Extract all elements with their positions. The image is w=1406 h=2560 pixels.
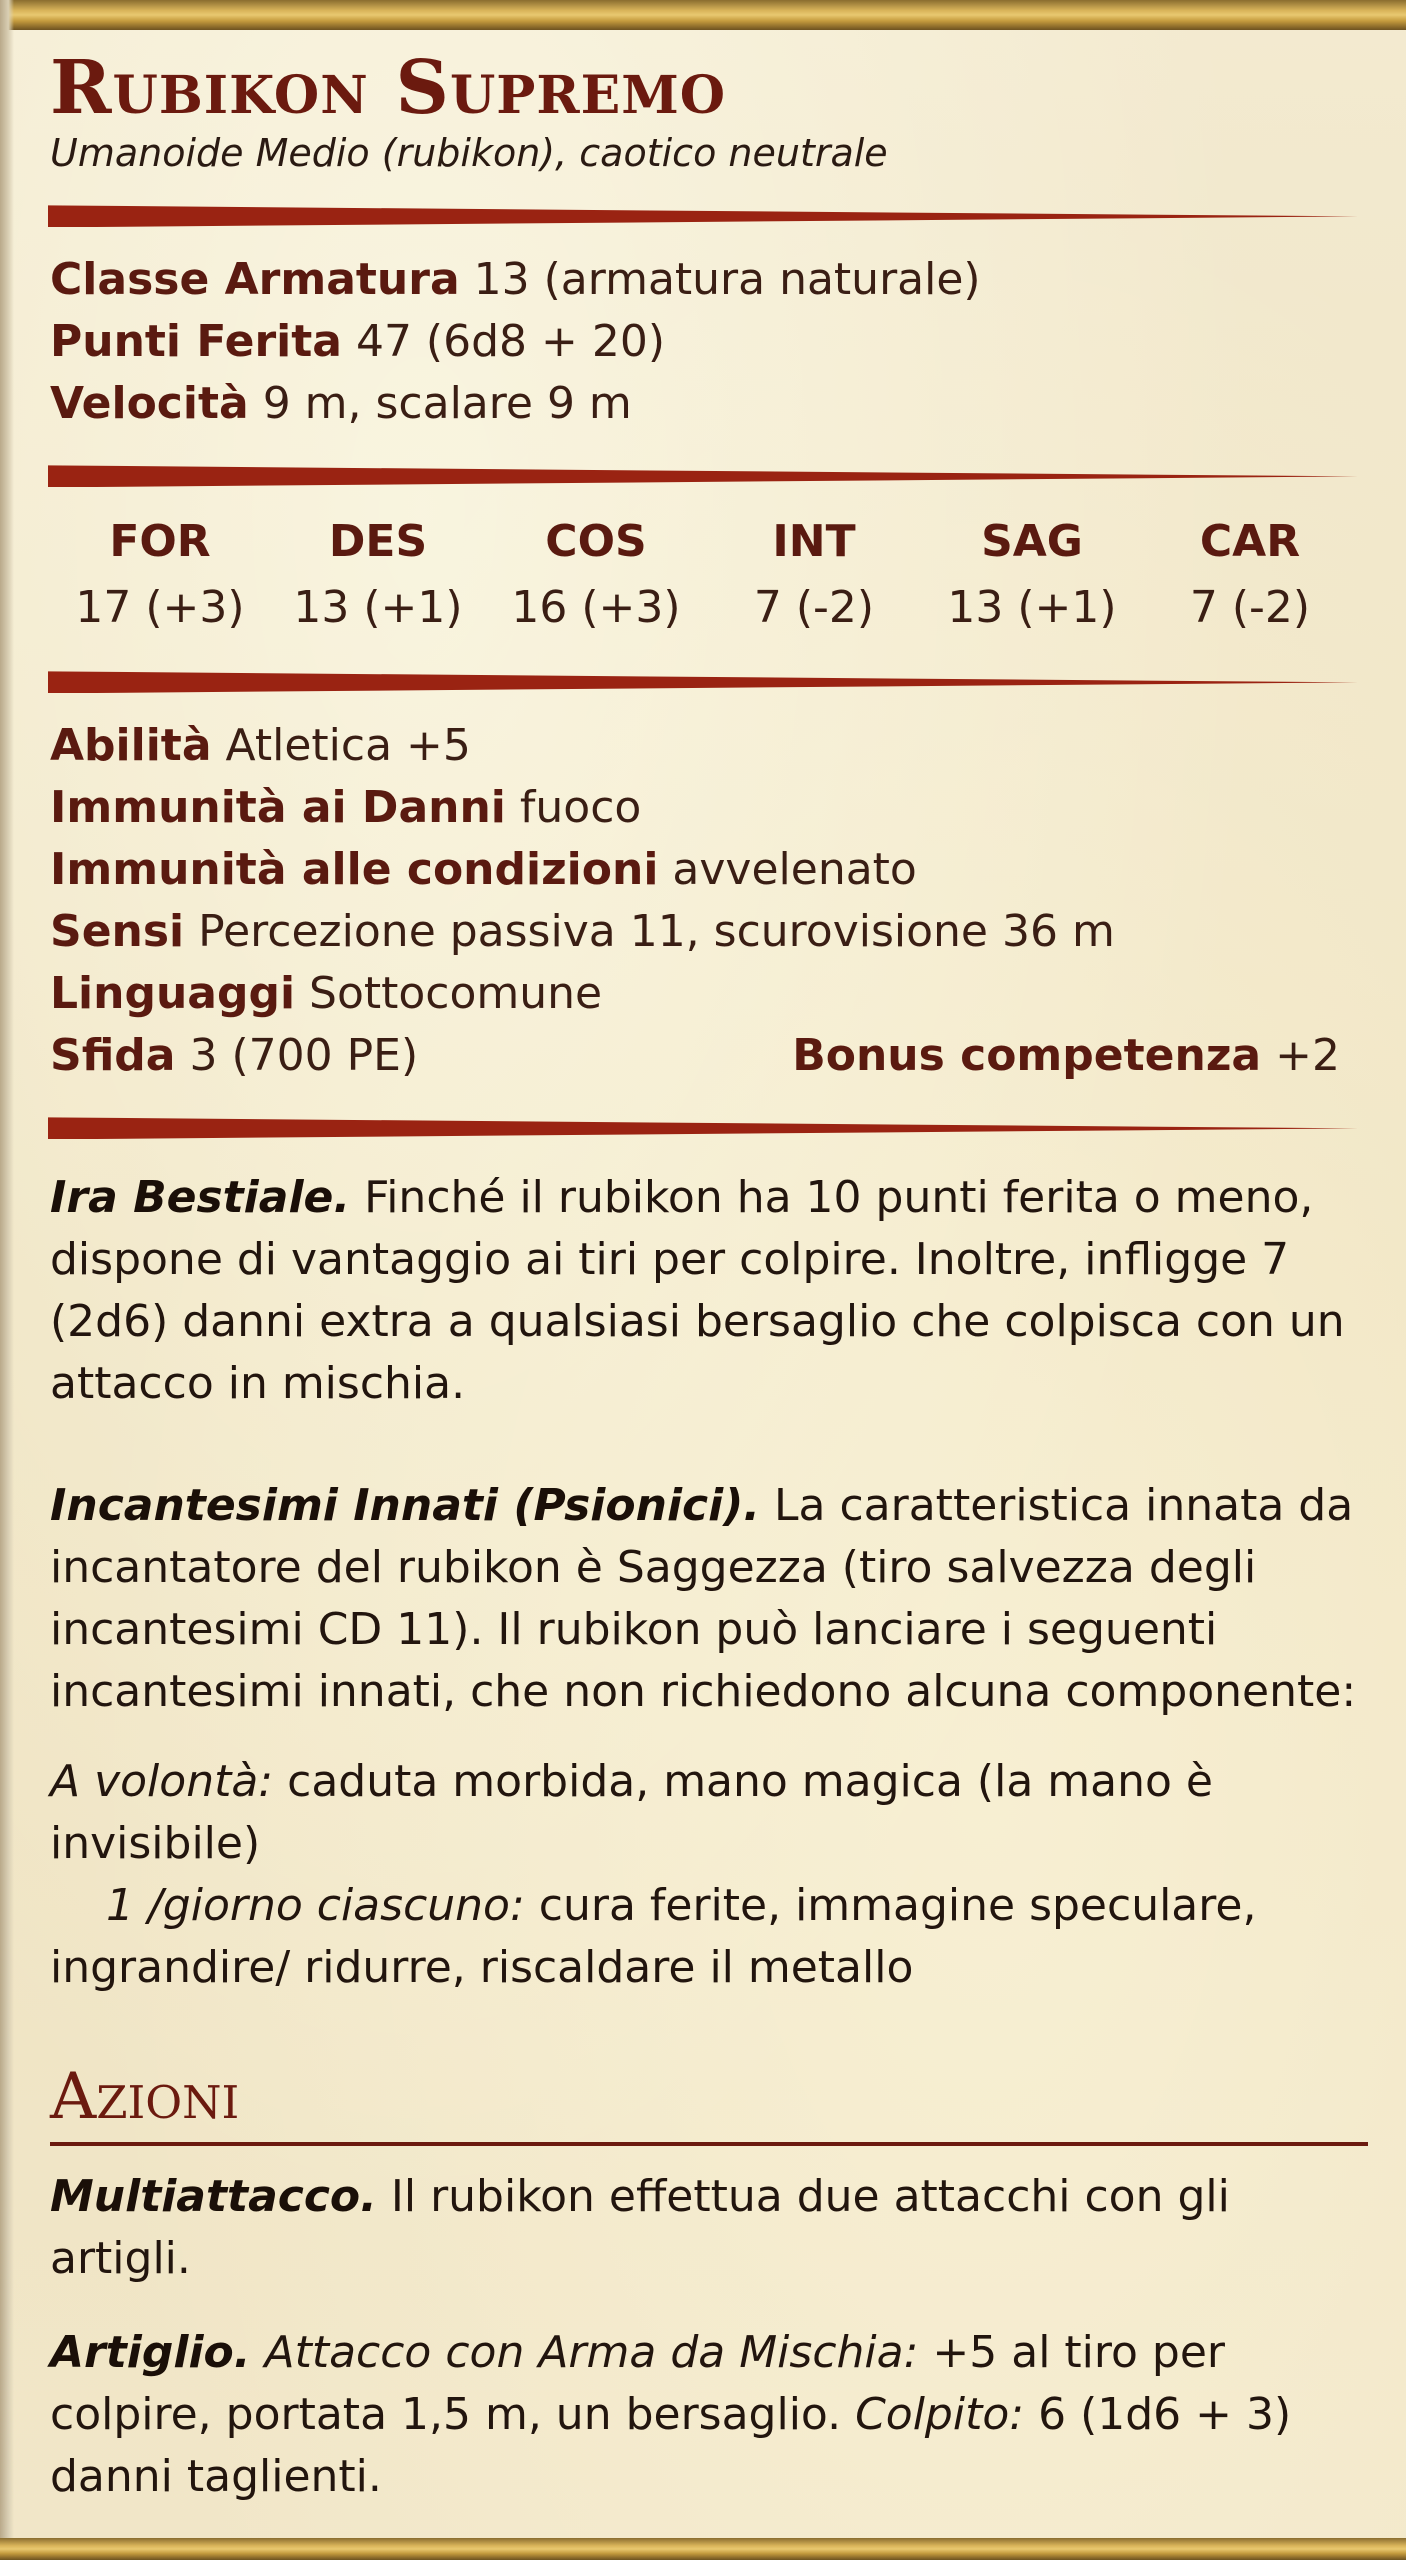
damage-immunities-line <box>50 777 1370 839</box>
ability-int <box>714 509 914 641</box>
trait-text: Finché il rubikon ha 10 punti ferita o meno, dispone di vantaggio ai tiri per colpire. Inoltre, infligge 7 (2d6) danni extra a qualsiasi bersaglio che colpisca con un attacco in mischia. <box>50 1172 1345 1410</box>
ability-abbr: DES <box>328 516 428 568</box>
trait-beast-rage <box>50 1167 1370 1415</box>
speed-line <box>50 373 1370 435</box>
actions-heading: Azioni <box>50 2060 240 2135</box>
ability-for <box>60 509 260 641</box>
skills-value: Atletica +5 <box>225 720 471 772</box>
proficiency-label: Bonus competenza <box>792 1030 1262 1082</box>
condition-immunities-label: Immunità alle condizioni <box>50 844 659 896</box>
ability-abbr: INT <box>772 516 856 568</box>
action-multiattack <box>50 2166 1370 2290</box>
ability-score: 13 (+1) <box>293 582 463 634</box>
hit-points-value: 47 (6d8 + 20) <box>355 316 666 368</box>
ability-abbr: CAR <box>1199 516 1301 568</box>
ability-score: 17 (+3) <box>75 582 245 634</box>
armor-class-line <box>50 249 1370 311</box>
tapered-divider <box>48 205 1358 227</box>
trait-name: Incantesimi Innati (Psionici). <box>50 1480 761 1532</box>
languages-line <box>50 963 1370 1025</box>
challenge-line <box>50 1025 1340 1087</box>
ability-score: 7 (-2) <box>1189 582 1311 634</box>
hit-text: 6 (1d6 + 3) danni taglienti. <box>50 2389 1292 2503</box>
stat-block <box>50 45 1370 2508</box>
armor-class-label: Classe Armatura <box>50 254 460 306</box>
ability-abbr: COS <box>545 516 647 568</box>
senses-value: Percezione passiva 11, scurovisione 36 m <box>198 906 1115 958</box>
speed-label: Velocità <box>50 378 249 430</box>
action-name: Multiattacco. <box>50 2171 377 2223</box>
spells-at-will-list: caduta morbida, mano magica (la mano è invisibile) <box>50 1756 1213 1870</box>
tapered-divider <box>48 671 1358 693</box>
ability-scores <box>60 509 1350 641</box>
senses-line <box>50 901 1370 963</box>
skills-line <box>50 715 1370 777</box>
languages-value: Sottocomune <box>309 968 603 1020</box>
creature-name: Rubikon Supremo <box>50 45 727 131</box>
attack-type: Attacco con Arma da Mischia: <box>264 2327 919 2379</box>
trait-text: La caratteristica innata da incantatore del rubikon è Saggezza (tiro salvezza degli incantesimi CD 11). Il rubikon può lanciare i seguenti incantesimi innati, che non richiedono alcuna componente: <box>50 1480 1357 1718</box>
spells-at-will <box>50 1751 1370 1875</box>
actions-divider <box>50 2142 1368 2146</box>
spells-per-day-list: cura ferite, immagine speculare, ingrandire/ ridurre, riscaldare il metallo <box>50 1880 1257 1994</box>
ability-abbr: SAG <box>981 516 1083 568</box>
damage-immunities-value: fuoco <box>519 782 642 834</box>
tapered-divider <box>48 465 1358 487</box>
damage-immunities-label: Immunità ai Danni <box>50 782 506 834</box>
challenge-value: 3 (700 PE) <box>189 1030 419 1082</box>
challenge-label: Sfida <box>50 1030 176 1082</box>
spells-at-will-label: A volontà: <box>50 1756 274 1808</box>
ability-abbr: FOR <box>109 516 211 568</box>
attack-text: +5 al tiro per colpire, portata 1,5 m, un bersaglio. <box>50 2327 1226 2441</box>
hit-points-line <box>50 311 1370 373</box>
armor-class-value: 13 (armatura naturale) <box>473 254 981 306</box>
spells-per-day <box>50 1875 1370 1999</box>
ability-sag <box>932 509 1132 641</box>
ability-score: 7 (-2) <box>753 582 875 634</box>
spells-per-day-label: 1 /giorno ciascuno: <box>106 1880 525 1932</box>
trait-name: Ira Bestiale. <box>50 1172 351 1224</box>
senses-label: Sensi <box>50 906 185 958</box>
skills-label: Abilità <box>50 720 212 772</box>
hit-points-label: Punti Ferita <box>50 316 342 368</box>
action-claw <box>50 2322 1370 2508</box>
action-text: Il rubikon effettua due attacchi con gli artigli. <box>50 2171 1230 2285</box>
creature-type: Umanoide Medio (rubikon), caotico neutrale <box>50 131 888 176</box>
languages-label: Linguaggi <box>50 968 296 1020</box>
condition-immunities-line <box>50 839 1370 901</box>
speed-value: 9 m, scalare 9 m <box>262 378 632 430</box>
challenge-group <box>50 1025 418 1087</box>
ability-score: 16 (+3) <box>511 582 681 634</box>
ability-car <box>1150 509 1350 641</box>
left-edge-shadow <box>0 0 14 2560</box>
hit-label: Colpito: <box>855 2389 1025 2441</box>
proficiency-value: +2 <box>1275 1030 1340 1082</box>
ability-score: 13 (+1) <box>947 582 1117 634</box>
action-name: Artiglio. <box>50 2327 251 2379</box>
top-gold-border <box>0 0 1406 30</box>
trait-innate-spellcasting <box>50 1475 1370 1723</box>
condition-immunities-value: avvelenato <box>672 844 917 896</box>
proficiency-group <box>792 1025 1340 1087</box>
tapered-divider <box>48 1117 1358 1139</box>
ability-des <box>278 509 478 641</box>
ability-cos <box>496 509 696 641</box>
bottom-gold-border <box>0 2538 1406 2560</box>
